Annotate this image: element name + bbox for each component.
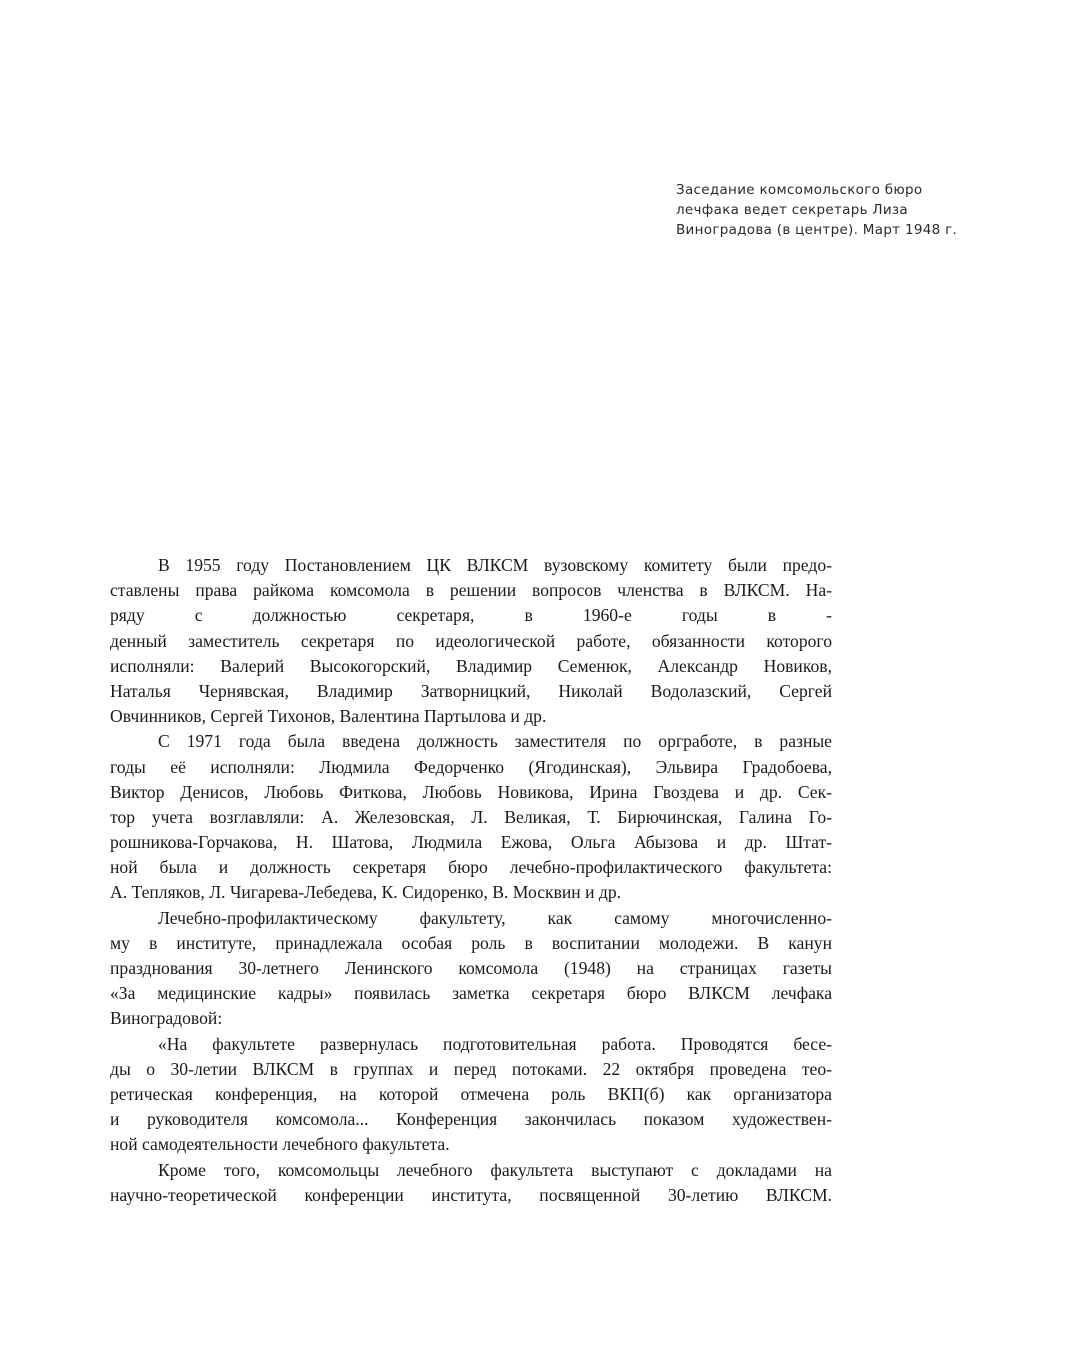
- text-line: научно-теоретической конференции института, посвященной 30-летию ВЛКСМ.: [110, 1184, 832, 1205]
- text-line: му в институте, принадлежала особая роль в воспитании молодежи. В канун: [110, 932, 832, 953]
- paragraph-2: [110, 729, 832, 905]
- paragraph-5: [110, 1158, 832, 1208]
- text-line: Кроме того, комсомольцы лечебного факультета выступают с докладами на: [158, 1159, 832, 1180]
- text-line: Наталья Чернявская, Владимир Затворницкий, Николай Водолазский, Сергей: [110, 680, 832, 701]
- caption-line: лечфака ведет секретарь Лиза: [676, 202, 908, 218]
- caption-line: Заседание комсомольского бюро: [676, 182, 923, 198]
- paragraph-quote: [110, 1032, 832, 1158]
- text-line: Лечебно-профилактическому факультету, как самому многочисленно-: [158, 907, 832, 928]
- text-line: празднования 30-летнего Ленинского комсомола (1948) на страницах газеты: [110, 958, 832, 978]
- text-line: ной самодеятельности лечебного факультета.: [110, 1134, 450, 1155]
- paragraph-3: [110, 906, 832, 1032]
- text-line: ретическая конференция, на которой отмечена роль ВКП(б) как организатора: [110, 1083, 832, 1104]
- text-line: С 1971 года была введена должность заместителя по оргработе, в разные: [158, 731, 832, 752]
- text-line: исполняли: Валерий Высокогорский, Владимир Семенюк, Александр Новиков,: [110, 655, 832, 676]
- text-line: годы её исполняли: Людмила Федорченко (Ягодинская), Эльвира Градобоева,: [110, 756, 832, 777]
- article-body: [110, 553, 832, 1208]
- text-line: ряду с должностью секретаря, в 1960-е годы в -: [110, 605, 832, 626]
- photo-caption: [676, 180, 1006, 240]
- text-line: Виноградовой:: [110, 1008, 223, 1029]
- text-line: «За медицинские кадры» появилась заметка секретаря бюро ВЛКСМ лечфака: [110, 983, 832, 1004]
- text-line: В 1955 году Постановлением ЦК ВЛКСМ вузовскому комитету были предо-: [158, 555, 832, 575]
- text-line: ставлены права райкома комсомола в решении вопросов членства в ВЛКСМ. На-: [110, 580, 832, 601]
- paragraph-1: [110, 553, 832, 729]
- text-line: денный заместитель секретаря по идеологической работе, обязанности которого: [110, 630, 832, 651]
- text-line: ды о 30-летии ВЛКСМ в группах и перед потоками. 22 октября проведена тео-: [110, 1058, 832, 1079]
- text-line: «На факультете развернулась подготовительная работа. Проводятся бесе-: [158, 1033, 832, 1054]
- caption-line: Виноградова (в центре). Март 1948 г.: [676, 222, 958, 238]
- text-line: Виктор Денисов, Любовь Фиткова, Любовь Новикова, Ирина Гвоздева и др. Сек-: [110, 781, 832, 802]
- text-line: Овчинников, Сергей Тихонов, Валентина Партылова и др.: [110, 706, 547, 727]
- text-line: тор учета возглавляли: А. Железовская, Л. Великая, Т. Бирючинская, Галина Го-: [110, 806, 832, 827]
- text-line: ной была и должность секретаря бюро лечебно-профилактического факультета:: [110, 857, 832, 878]
- text-line: и руководителя комсомола... Конференция закончилась показом художествен-: [110, 1109, 832, 1130]
- text-line: рошникова-Горчакова, Н. Шатова, Людмила Ежова, Ольга Абызова и др. Штат-: [110, 832, 832, 853]
- text-line: А. Тепляков, Л. Чигарева-Лебедева, К. Сидоренко, В. Москвин и др.: [110, 882, 622, 903]
